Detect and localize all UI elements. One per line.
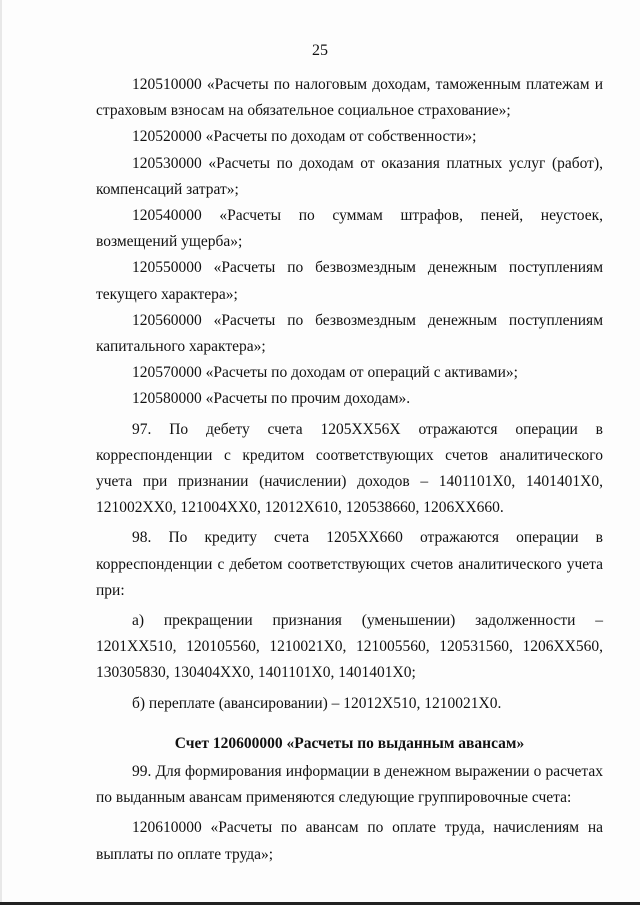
paragraph-98-b: б) переплате (авансировании) – 12012Х510, 1210021Х0. <box>132 694 502 712</box>
paragraph-120530000: 120530000 «Расчеты по доходам от оказания платных услуг (работ), компенсаций затрат»; <box>96 154 603 198</box>
paragraph-99: 99. Для формирования информации в денежном выражении о расчетах по выданным авансам применяются следующие группировочные счета: <box>96 763 603 807</box>
paragraph-98-a: а) прекращении признания (уменьшении) задолженности – 1201ХХ510, 120105560, 1210021Х0, 121005560, 120531560, 1206ХХ560, 130305830, 130404ХХ0, 1401101Х0, 1401401Х0; <box>96 612 603 682</box>
paragraph-97: 97. По дебету счета 1205ХХ56Х отражаются операции в корреспонденции с кредитом соответствующих счетов аналитического учета при признании (начислении) доходов – 1401101Х0, 1401401Х0, 121002ХХ0, 121004ХХ0, 12012Х610, 120538660, 1206ХХ660. <box>96 420 603 517</box>
paragraph-120550000: 120550000 «Расчеты по безвозмездным денежным поступлениям текущего характера»; <box>96 259 603 303</box>
paragraph-98: 98. По кредиту счета 1205ХХ660 отражаются операции в корреспонденции с дебетом соответствующих счетов аналитического учета при: <box>96 529 603 599</box>
paragraph-120560000: 120560000 «Расчеты по безвозмездным денежным поступлениям капитального характера»; <box>96 311 603 356</box>
scan-edge <box>0 0 2 905</box>
paragraph-120610000: 120610000 «Расчеты по авансам по оплате труда, начислениям на выплаты по оплате труда»; <box>96 819 603 863</box>
paragraph-120510000: 120510000 «Расчеты по налоговым доходам, таможенным платежам и страховым взносам на обязательное социальное страхование»; <box>96 76 603 120</box>
section-heading: Счет 120600000 «Расчеты по выданным авансам» <box>174 734 525 752</box>
paragraph-120580000: 120580000 «Расчеты по прочим доходам». <box>132 390 411 408</box>
document-body <box>96 72 603 868</box>
paragraph-120570000: 120570000 «Расчеты по доходам от операций с активами»; <box>132 364 518 382</box>
page-number: 25 <box>312 42 328 59</box>
paragraph-120540000: 120540000 «Расчеты по суммам штрафов, пеней, неустоек, возмещений ущерба»; <box>96 207 603 251</box>
paragraph-120520000: 120520000 «Расчеты по доходам от собственности»; <box>132 128 477 146</box>
